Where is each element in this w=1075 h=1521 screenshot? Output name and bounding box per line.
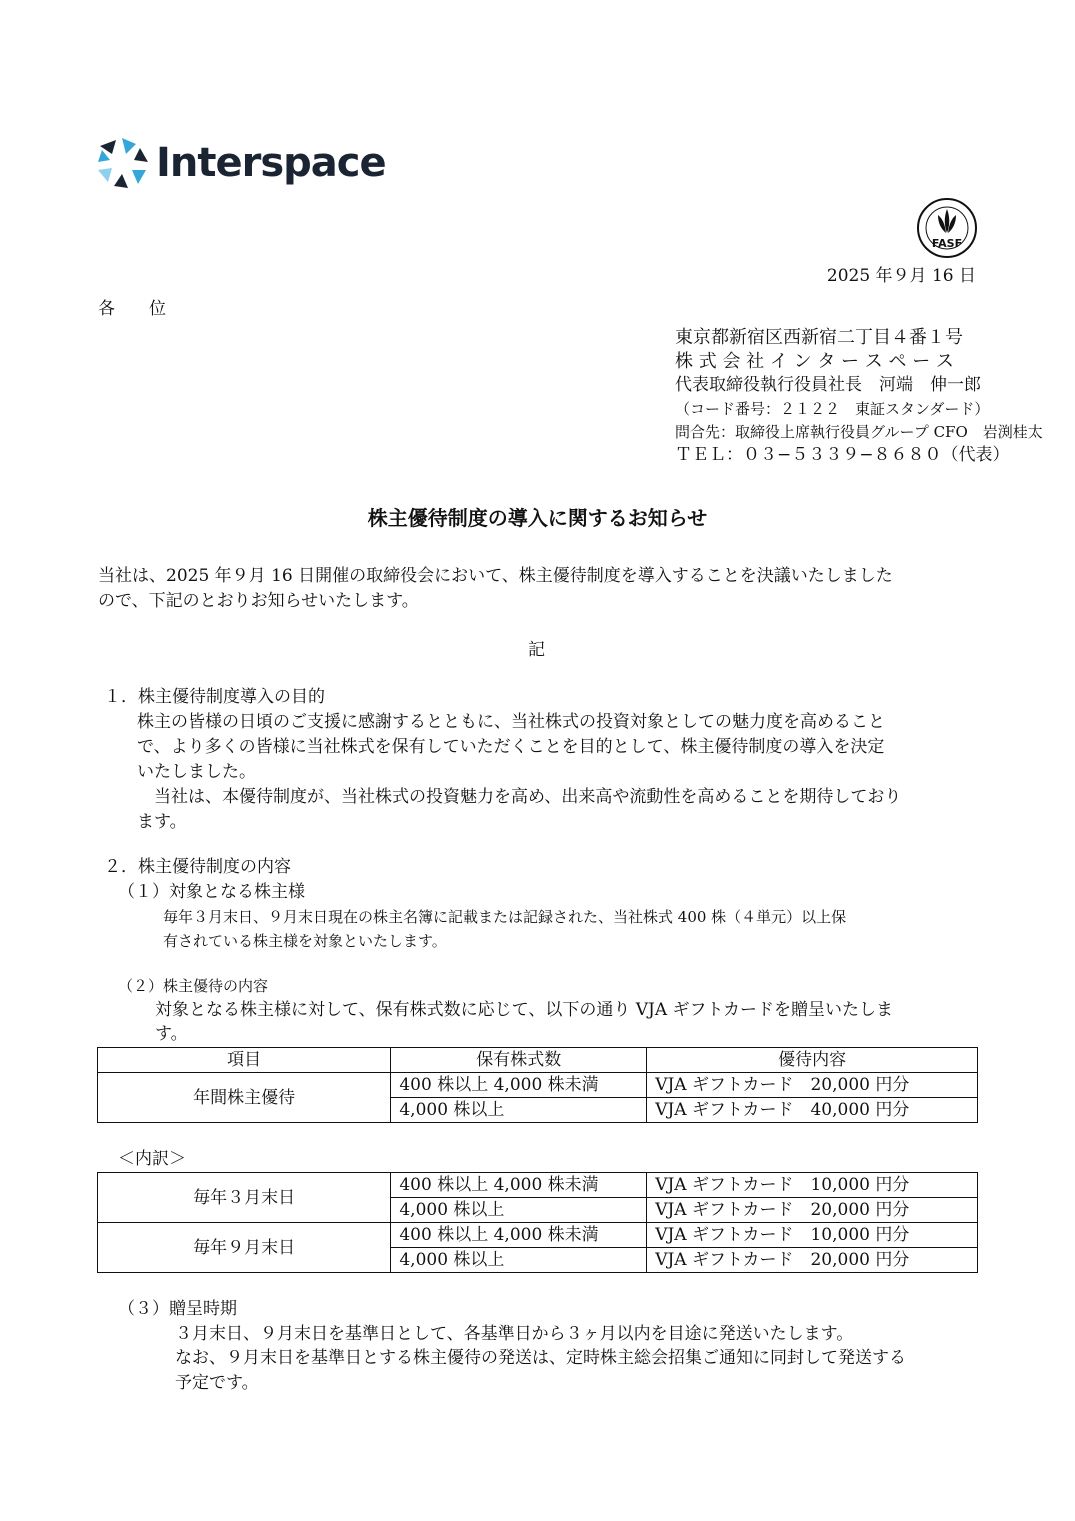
- sub1-heading: （１）対象となる株主様: [118, 882, 305, 902]
- fasf-seal: [916, 197, 978, 259]
- table-cell-benefit: VJA ギフトカード 40,000 円分: [647, 1098, 978, 1123]
- table-cell-period: 毎年９月末日: [98, 1223, 391, 1273]
- logo-wordmark: Interspace: [156, 140, 386, 186]
- table-cell-shares: 400 株以上 4,000 株未満: [391, 1173, 647, 1198]
- company-contact: 問合先：取締役上席執行役員グループ CFO 岩渕桂太: [675, 423, 1043, 441]
- sub1-line: 毎年３月末日、９月末日現在の株主名簿に記載または記録された、当社株式 400 株（４単元）以上保: [163, 908, 847, 926]
- section1-heading: １．株主優待制度導入の目的: [104, 687, 325, 707]
- company-name: 株 式 会 社 イ ン タ ー ス ペ ー ス: [675, 351, 954, 372]
- sub2-line: 対象となる株主様に対して、保有株式数に応じて、以下の通り VJA ギフトカードを贈呈いたしま: [155, 1000, 893, 1020]
- section1-line: で、より多くの皆様に当社株式を保有していただくことを目的として、株主優待制度の導入を決定: [137, 737, 885, 757]
- table-cell-benefit: VJA ギフトカード 10,000 円分: [647, 1223, 978, 1248]
- sub3-heading: （３）贈呈時期: [118, 1299, 237, 1319]
- column-header: 項目: [98, 1048, 391, 1073]
- table-cell-period: 毎年３月末日: [98, 1173, 391, 1223]
- sub1-line: 有されている株主様を対象といたします。: [163, 932, 447, 950]
- table-cell-item: 年間株主優待: [98, 1073, 391, 1123]
- table-cell-shares: 400 株以上 4,000 株未満: [391, 1073, 647, 1098]
- intro-line: 当社は、2025 年９月 16 日開催の取締役会において、株主優待制度を導入することを決議いたしました: [98, 566, 893, 586]
- breakdown-label: ＜内訳＞: [118, 1149, 186, 1169]
- section1-line: ます。: [137, 812, 187, 832]
- sub3-line: なお、９月末日を基準日とする株主優待の発送は、定時株主総会招集ご通知に同封して発送する: [175, 1348, 906, 1368]
- table-cell-shares: 4,000 株以上: [391, 1098, 647, 1123]
- table-row: [98, 1073, 978, 1098]
- company-tel: ＴＥＬ：０３−５３３９−８６８０（代表）: [675, 445, 1010, 465]
- section1-line: いたしました。: [137, 762, 256, 782]
- company-representative: 代表取締役執行役員社長 河端 伸一郎: [675, 375, 981, 395]
- table-cell-benefit: VJA ギフトカード 10,000 円分: [647, 1173, 978, 1198]
- table-row: [98, 1223, 978, 1248]
- sub3-line: ３月末日、９月末日を基準日として、各基準日から３ヶ月以内を目途に発送いたします。: [175, 1324, 854, 1344]
- benefit-table: [97, 1047, 978, 1123]
- sub3-line: 予定です。: [175, 1373, 259, 1393]
- company-logo: [96, 134, 386, 192]
- column-header: 優待内容: [647, 1048, 978, 1073]
- company-code: （コード番号：２１２２ 東証スタンダード）: [675, 400, 990, 418]
- table-cell-shares: 400 株以上 4,000 株未満: [391, 1223, 647, 1248]
- sub2-heading: （２）株主優待の内容: [118, 977, 269, 995]
- intro-line: ので、下記のとおりお知らせいたします。: [98, 591, 419, 611]
- column-header: 保有株式数: [391, 1048, 647, 1073]
- table-cell-benefit: VJA ギフトカード 20,000 円分: [647, 1198, 978, 1223]
- table-cell-shares: 4,000 株以上: [391, 1248, 647, 1273]
- document-date: 2025 年９月 16 日: [826, 266, 976, 286]
- table-cell-shares: 4,000 株以上: [391, 1198, 647, 1223]
- table-cell-benefit: VJA ギフトカード 20,000 円分: [647, 1073, 978, 1098]
- company-address: 東京都新宿区西新宿二丁目４番１号: [675, 327, 963, 348]
- breakdown-table: [97, 1172, 978, 1273]
- page-title: 株主優待制度の導入に関するお知らせ: [367, 506, 708, 530]
- interspace-logo-icon: [96, 136, 152, 192]
- table-header-row: [98, 1048, 978, 1073]
- seal-label: FASF: [931, 237, 963, 250]
- table-cell-benefit: VJA ギフトカード 20,000 円分: [647, 1248, 978, 1273]
- ki-mark: 記: [528, 640, 545, 660]
- table-row: [98, 1173, 978, 1198]
- sub2-line: す。: [155, 1024, 188, 1044]
- section2-heading: ２．株主優待制度の内容: [104, 857, 291, 877]
- addressee: 各 位: [98, 299, 166, 319]
- section1-line: 株主の皆様の日頃のご支援に感謝するとともに、当社株式の投資対象としての魅力度を高めること: [137, 712, 885, 732]
- section1-line: 当社は、本優待制度が、当社株式の投資魅力を高め、出来高や流動性を高めることを期待しており: [137, 787, 902, 807]
